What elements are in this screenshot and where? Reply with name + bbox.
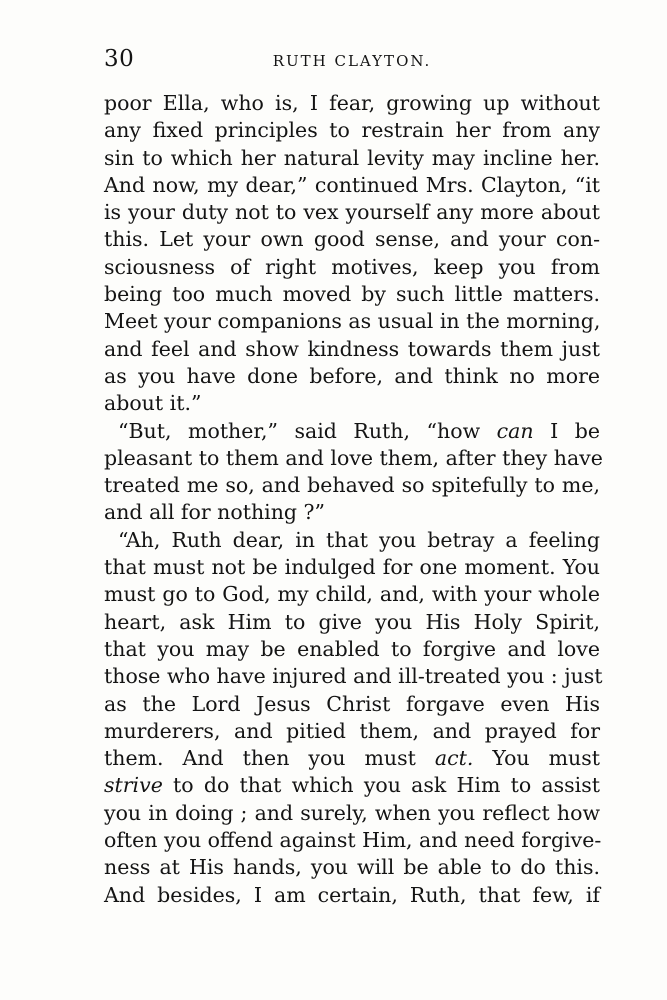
text-segment: pleasant to them and love them, after they have [104,445,603,470]
text-segment: And besides, I am certain, Ruth, that few, if [104,882,600,907]
text-segment: I be [533,418,600,443]
text-segment: is your duty not to vex yourself any more about [104,200,600,225]
text-segment: as you have done before, and think no more [104,363,600,388]
italic-text: can [496,418,534,443]
text-line [104,772,600,799]
text-line [104,418,600,445]
running-head [104,46,600,78]
text-segment: sciousness of right motives, keep you from [104,254,600,279]
text-line [104,390,600,417]
text-segment: to do that which you ask Him to assist [162,773,600,798]
text-segment: treated me so, and behaved so spitefully to me, [104,473,600,498]
text-line [104,609,600,636]
text-line [104,581,600,608]
text-line [104,827,600,854]
running-title: RUTH CLAYTON. [272,52,432,70]
body-text [104,90,603,909]
text-line [104,854,600,881]
text-line [104,527,600,554]
text-segment: any fixed principles to restrain her from any [104,118,600,143]
text-line [104,90,600,117]
text-line [104,145,600,172]
text-segment: heart, ask Him to give you His Holy Spirit, [104,609,600,634]
text-segment: that you may be enabled to forgive and love [104,636,600,661]
text-segment: that must not be indulged for one moment. You [104,555,600,580]
text-line [104,281,600,308]
text-segment: those who have injured and ill-treated you : just [104,664,603,689]
text-line [104,172,600,199]
text-segment: ness at His hands, you will be able to do this. [104,855,600,880]
text-line [104,663,603,690]
page-number: 30 [104,46,135,72]
text-line [104,199,600,226]
text-line [104,254,600,281]
text-line [104,800,600,827]
text-segment: and all for nothing ?” [104,500,326,525]
text-line [104,882,600,909]
text-segment: And now, my dear,” continued Mrs. Clayton, “it [104,172,600,197]
text-segment: you in doing ; and surely, when you reflect how [104,800,600,825]
text-segment: and feel and show kindness towards them just [104,336,600,361]
italic-text: strive [104,773,163,798]
text-line [104,117,600,144]
text-segment: Meet your companions as usual in the morning, [104,309,601,334]
text-segment: “But, mother,” said Ruth, “how [118,418,497,443]
text-line [104,718,600,745]
text-line [104,226,600,253]
text-segment: this. Let your own good sense, and your con- [104,227,600,252]
text-line [104,336,600,363]
text-segment: them. And then you must [104,746,435,771]
text-line [104,745,600,772]
text-segment: “Ah, Ruth dear, in that you betray a feeling [118,527,600,552]
text-line [104,472,600,499]
text-segment: often you offend against Him, and need forgive- [104,828,602,853]
text-line [104,445,603,472]
text-segment: sin to which her natural levity may incline her. [104,145,600,170]
text-segment: You must [473,746,601,771]
text-line [104,554,600,581]
text-segment: being too much moved by such little matters. [104,282,600,307]
text-segment: about it.” [104,391,202,416]
text-line [104,691,600,718]
text-line [104,636,600,663]
text-segment: poor Ella, who is, I fear, growing up without [104,91,600,115]
text-line [104,499,600,526]
text-segment: as the Lord Jesus Christ forgave even His [104,691,600,716]
text-line [104,308,600,335]
text-line [104,363,600,390]
text-segment: must go to God, my child, and, with your whole [104,582,600,607]
italic-text: act. [434,746,474,771]
text-segment: murderers, and pitied them, and prayed for [104,718,600,743]
